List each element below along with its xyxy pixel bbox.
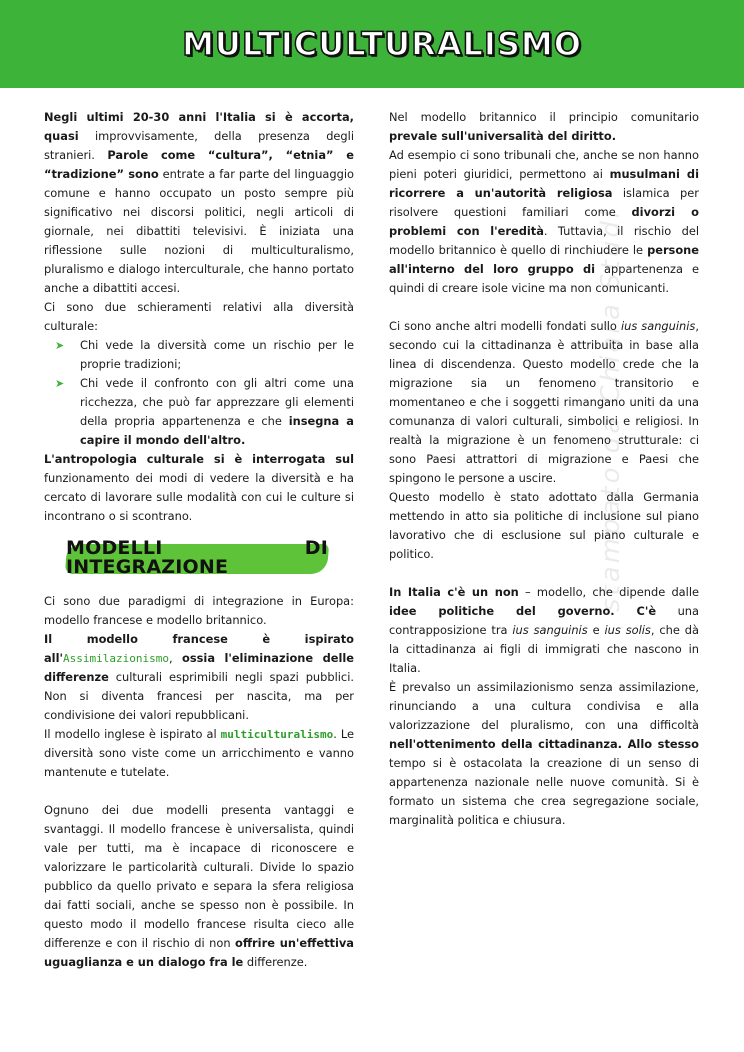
bullet-text — [80, 376, 354, 447]
text-run: Nel modello britannico il principio comunitario — [389, 110, 699, 124]
watermark: stampato da Chiara Studi — [596, 207, 626, 612]
text-run: offrire un'effettiva uguaglianza e un dialogo fra le — [44, 936, 354, 969]
antropologia-paragraph — [44, 450, 354, 526]
section-heading — [66, 538, 328, 578]
text-run: ius sanguinis — [512, 623, 588, 637]
text-run: insegna a capire il mondo dell'altro. — [80, 414, 354, 447]
tribunali-paragraph — [389, 146, 699, 298]
page-title: MULTICULTURALISMO — [182, 25, 582, 63]
title-banner — [0, 0, 744, 88]
text-run: , che dà la cittadinanza ai figli di immigrati che nascono in Italia. — [389, 623, 699, 675]
text-run: , secondo cui la cittadinanza è attribuita in base alla linea di discendenza. Questo modello crede che la migrazione sia un fenomeno transitorio e momentaneo e che i soggetti rimangano uniti da una comunanza di valori culturali, simbolici e religiosi. In realtà la migrazione è un fenomeno strutturale: ci sono Paesi attrattori di migrazione e Paesi che spingono le persone a uscire. — [389, 319, 699, 485]
text-run: differenze. — [243, 955, 308, 969]
text-run: Negli ultimi 20-30 anni l'Italia si è accorta, quasi — [44, 110, 354, 143]
text-run: divorzi o problemi con l'eredità — [389, 205, 699, 238]
text-run: idee politiche del governo. C'è — [389, 604, 657, 618]
text-run: improvvisamente, della presenza degli stranieri. — [44, 129, 354, 162]
text-run: Assimilazionismo — [62, 652, 169, 665]
spacer — [389, 564, 699, 583]
text-run: Ognuno dei due modelli presenta vantaggi e svantaggi. Il modello francese è universalista, quindi vale per tutti, ma è incapace di riconoscere e valorizzare le particolarità culturali. Divide lo spazio pubblico da quello privato e separa la sfera religiosa dai fatti sociali, anche se spesso non è possibile. In questo modo il modello francese risulta cieco alle differenze e con il rischio di non — [44, 803, 354, 950]
germania-paragraph: Questo modello è stato adottato dalla Germania mettendo in atto sia politiche di inclusione sul piano lavorativo che di esclusione sul piano culturale e politico. — [389, 490, 699, 561]
text-run: Il modello francese è ispirato all' — [44, 632, 354, 665]
text-run: persone all'interno del loro gruppo di — [389, 243, 699, 276]
text-run: e — [587, 623, 605, 637]
bullet-list — [44, 336, 354, 450]
list-item — [44, 374, 354, 450]
inglese-paragraph — [44, 725, 354, 782]
spacer — [389, 298, 699, 317]
text-run: tempo si è ostacolata la creazione di un senso di appartenenza nazionale nelle nuove comunità. Si è formato un sistema che crea segregazione sociale, marginalità politica e chiusura. — [389, 756, 699, 827]
list-item — [44, 336, 354, 374]
britannico-paragraph — [389, 108, 699, 146]
text-run: Chi vede il confronto con gli altri come una ricchezza, che può far apprezzare gli elementi della propria appartenenza e che — [80, 376, 354, 428]
text-run: L'antropologia culturale si è interrogata sul — [44, 452, 354, 466]
spacer — [44, 782, 354, 801]
section-heading-text: MODELLI DI INTEGRAZIONE — [66, 537, 328, 578]
text-run: Il modello inglese è ispirato al — [44, 727, 221, 741]
right-column — [389, 108, 699, 830]
vantaggi-paragraph — [44, 801, 354, 972]
text-run: È prevalso un assimilazionismo senza assimilazione, rinunciando a una cultura condivisa e alla valorizzazione del pluralismo, con una difficoltà — [389, 680, 699, 732]
arrow-bullet-icon: ➤ — [55, 339, 65, 352]
text-run: ius sanguinis — [620, 319, 696, 333]
text-run: Ci sono anche altri modelli fondati sullo — [389, 319, 621, 333]
schieramenti-paragraph: Ci sono due schieramenti relativi alla diversità culturale: — [44, 300, 354, 333]
intro-paragraph — [44, 108, 354, 298]
text-run: nell'ottenimento della cittadinanza. Allo stesso — [389, 737, 699, 751]
text-run: prevale sull'universalità del diritto. — [389, 129, 617, 143]
ius-paragraph — [389, 317, 699, 488]
text-run: Ad esempio ci sono tribunali che, anche se non hanno pieni poteri giuridici, permettono ai — [389, 148, 699, 181]
arrow-bullet-icon: ➤ — [55, 377, 65, 390]
text-run: . Tuttavia, il rischio del modello britannico è quello di rinchiudere le — [389, 224, 699, 257]
text-run: Parole come “cultura”, “etnia” e “tradizione” sono — [44, 148, 355, 181]
assimilazionismo-paragraph — [389, 678, 699, 830]
text-run: ossia l'eliminazione delle differenze — [44, 651, 354, 684]
text-run: , — [168, 651, 173, 665]
text-run: – modello, che dipende dalle — [518, 585, 699, 599]
text-run: In Italia c'è un non — [389, 585, 519, 599]
text-run: entrate a far parte del linguaggio comune e hanno occupato un posto sempre più significativo nei discorsi politici, negli articoli di giornale, nei dibattiti televisivi. È iniziata una riflessione sulle nozioni di multiculturalismo, pluralismo e dialogo interculturale, che hanno portato anche a dibattiti accesi. — [44, 167, 354, 295]
paradigmi-paragraph: Ci sono due paradigmi di integrazione in Europa: modello francese e modello britannico. — [44, 594, 354, 627]
text-run: culturali esprimibili negli spazi pubblici. Non si diventa francesi per nascita, ma per condivisione dei valori repubblicani. — [44, 670, 354, 722]
text-run: ius solis — [604, 623, 651, 637]
text-run: funzionamento dei modi di vedere la diversità e ha cercato di lavorare sulle modalità con cui le culture si incontrano o si scontrano. — [44, 471, 354, 523]
bullet-text: Chi vede la diversità come un rischio per le proprie tradizioni; — [80, 338, 354, 371]
francese-paragraph — [44, 630, 354, 725]
text-run: una contrapposizione tra — [389, 604, 699, 637]
italia-paragraph — [389, 583, 699, 678]
text-run: appartenenza e quindi di creare isole vicine ma non comunicanti. — [389, 262, 699, 295]
text-run: multiculturalismo — [220, 728, 334, 741]
text-run: musulmani di ricorrere a un'autorità religiosa — [389, 167, 699, 200]
left-column — [44, 108, 354, 972]
text-run: . Le diversità sono viste come un arricchimento e vanno mantenute e tutelate. — [44, 727, 354, 779]
text-run: islamica per risolvere questioni familiari come — [389, 186, 699, 219]
